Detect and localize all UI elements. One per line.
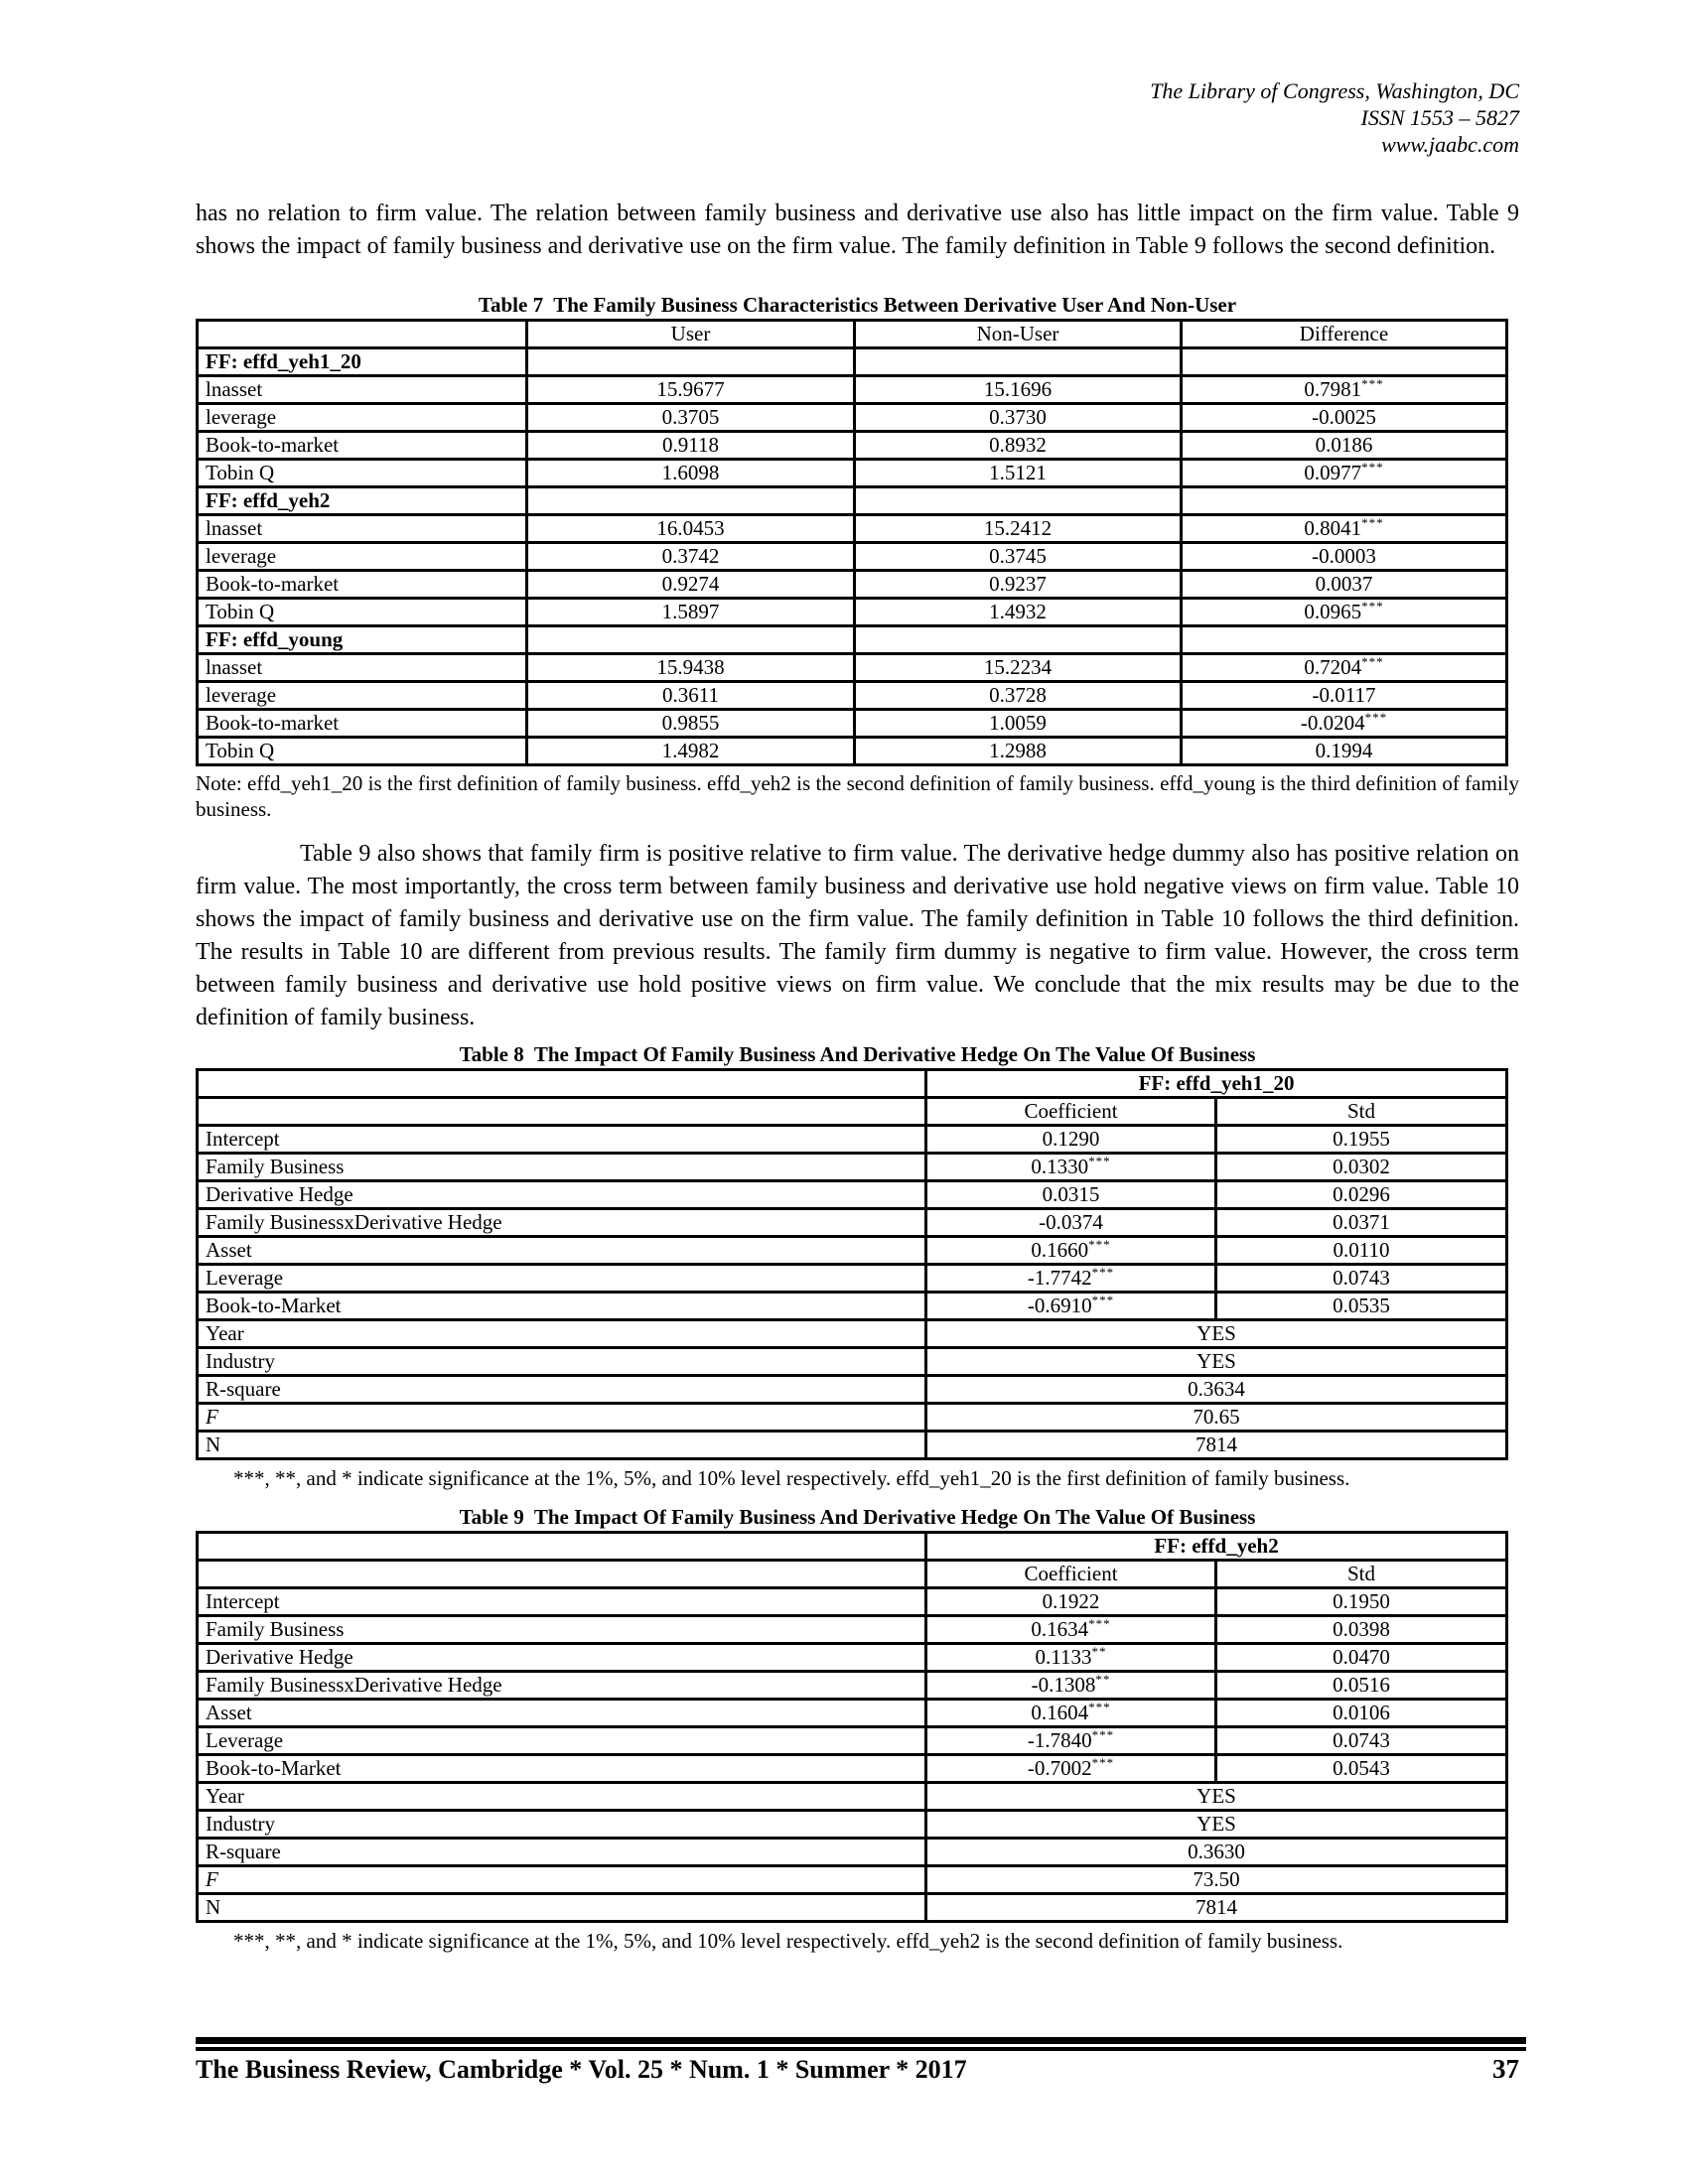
empty-cell: [855, 348, 1182, 376]
span-value: 0.3630: [926, 1839, 1507, 1866]
cell-coefficient: 0.1290: [926, 1126, 1216, 1154]
table9-row: [198, 1755, 1507, 1783]
significance-stars: ***: [1091, 1755, 1115, 1770]
row-label: Asset: [198, 1700, 926, 1727]
row-label: R-square: [198, 1839, 926, 1866]
row-label: Industry: [198, 1811, 926, 1839]
cell-nonuser: 15.2412: [855, 515, 1182, 543]
table7-row: [198, 376, 1507, 404]
header-issn: ISSN 1553 – 5827: [1360, 105, 1519, 130]
cell-nonuser: 0.8932: [855, 432, 1182, 460]
section-label: FF: effd_yeh1_20: [198, 348, 527, 376]
cell-nonuser: 15.2234: [855, 654, 1182, 682]
cell-coefficient: -0.7002***: [926, 1755, 1216, 1783]
cell-difference: -0.0117: [1182, 682, 1507, 710]
column-header-coefficient: Coefficient: [926, 1561, 1216, 1588]
cell-user: 0.9118: [527, 432, 855, 460]
significance-stars: ***: [1088, 1237, 1111, 1252]
cell-std: 0.1955: [1216, 1126, 1507, 1154]
table9-group-header-row: [198, 1533, 1507, 1561]
cell-user: 0.3705: [527, 404, 855, 432]
cell-difference: -0.0204***: [1182, 710, 1507, 738]
cell-coefficient: 0.1660***: [926, 1237, 1216, 1265]
row-label: Intercept: [198, 1126, 926, 1154]
row-label: Book-to-market: [198, 710, 527, 738]
cell-std: 0.0398: [1216, 1616, 1507, 1644]
significance-stars: ***: [1091, 1727, 1115, 1742]
cell-user: 1.6098: [527, 460, 855, 487]
table8-span-row: [198, 1432, 1507, 1459]
table8-span-row: [198, 1404, 1507, 1432]
cell-coefficient: 0.1604***: [926, 1700, 1216, 1727]
paragraph-1: has no relation to firm value. The relation between family business and derivative use also has little impact on the firm value. Table 9 shows the impact of family business and derivative use on the firm value. The family definition in Table 9 follows the second definition.: [196, 201, 1519, 259]
table8-span-row: [198, 1348, 1507, 1376]
cell-coefficient: 0.1133**: [926, 1644, 1216, 1672]
table7-section-header: [198, 348, 1507, 376]
cell-std: 0.1950: [1216, 1588, 1507, 1616]
row-label: Family Business: [198, 1154, 926, 1181]
row-label: Leverage: [198, 1265, 926, 1293]
table8-span-row: [198, 1376, 1507, 1404]
cell-difference: 0.0965***: [1182, 599, 1507, 626]
cell-user: 1.5897: [527, 599, 855, 626]
column-header-difference: Difference: [1182, 321, 1507, 348]
table9-header-row: [198, 1561, 1507, 1588]
significance-stars: ***: [1088, 1616, 1111, 1631]
cell-std: 0.0302: [1216, 1154, 1507, 1181]
table9: [196, 1531, 1508, 1923]
cell-coefficient: 0.1330***: [926, 1154, 1216, 1181]
table7-row: [198, 432, 1507, 460]
corner-cell: [198, 1098, 926, 1126]
cell-difference: 0.0977***: [1182, 460, 1507, 487]
page-number: 37: [1492, 2054, 1519, 2084]
cell-user: 0.3611: [527, 682, 855, 710]
cell-nonuser: 1.4932: [855, 599, 1182, 626]
row-label: Tobin Q: [198, 460, 527, 487]
cell-std: 0.0743: [1216, 1727, 1507, 1755]
significance-stars: ***: [1088, 1700, 1111, 1714]
row-label: Family BusinessxDerivative Hedge: [198, 1209, 926, 1237]
cell-nonuser: 0.3730: [855, 404, 1182, 432]
table7-section-header: [198, 487, 1507, 515]
span-value: 7814: [926, 1894, 1507, 1922]
span-value: YES: [926, 1320, 1507, 1348]
table8-row: [198, 1265, 1507, 1293]
significance-stars: ***: [1361, 654, 1384, 669]
cell-std: 0.0106: [1216, 1700, 1507, 1727]
table7-row: [198, 515, 1507, 543]
table7-row: [198, 543, 1507, 571]
row-label: Family BusinessxDerivative Hedge: [198, 1672, 926, 1700]
cell-difference: 0.0037: [1182, 571, 1507, 599]
table8-row: [198, 1237, 1507, 1265]
footer-double-rule: [196, 2037, 1526, 2051]
row-label: Book-to-market: [198, 432, 527, 460]
row-label: Derivative Hedge: [198, 1181, 926, 1209]
cell-coefficient: 0.0315: [926, 1181, 1216, 1209]
footer-rule-thick: [196, 2037, 1526, 2044]
empty-cell: [527, 487, 855, 515]
cell-coefficient: -0.6910***: [926, 1293, 1216, 1320]
significance-stars: ***: [1361, 460, 1384, 475]
cell-coefficient: 0.1922: [926, 1588, 1216, 1616]
cell-std: 0.0371: [1216, 1209, 1507, 1237]
row-label: leverage: [198, 543, 527, 571]
cell-difference: 0.0186: [1182, 432, 1507, 460]
table8-header-row: [198, 1098, 1507, 1126]
column-header-std: Std: [1216, 1098, 1507, 1126]
row-label: Asset: [198, 1237, 926, 1265]
span-value: 7814: [926, 1432, 1507, 1459]
section-label: FF: effd_young: [198, 626, 527, 654]
row-label: N: [198, 1432, 926, 1459]
cell-coefficient: -1.7840***: [926, 1727, 1216, 1755]
column-header-coefficient: Coefficient: [926, 1098, 1216, 1126]
significance-stars: ***: [1364, 710, 1388, 725]
row-label: Leverage: [198, 1727, 926, 1755]
significance-stars: **: [1095, 1672, 1111, 1687]
span-value: 73.50: [926, 1866, 1507, 1894]
empty-cell: [1182, 487, 1507, 515]
cell-difference: 0.8041***: [1182, 515, 1507, 543]
table9-row: [198, 1672, 1507, 1700]
cell-coefficient: -1.7742***: [926, 1265, 1216, 1293]
significance-stars: ***: [1088, 1154, 1111, 1168]
table7-row: [198, 738, 1507, 765]
empty-cell: [527, 348, 855, 376]
cell-difference: -0.0003: [1182, 543, 1507, 571]
span-value: 0.3634: [926, 1376, 1507, 1404]
corner-cell: [198, 1561, 926, 1588]
cell-coefficient: -0.1308**: [926, 1672, 1216, 1700]
row-label: leverage: [198, 682, 527, 710]
table9-span-row: [198, 1839, 1507, 1866]
row-label: Derivative Hedge: [198, 1644, 926, 1672]
table8-footnote: ***, **, and * indicate significance at the 1%, 5%, and 10% level respectively. effd_yeh1_20 is the first definition of family business.: [233, 1466, 1350, 1490]
table9-row: [198, 1616, 1507, 1644]
cell-nonuser: 0.3745: [855, 543, 1182, 571]
table9-span-row: [198, 1894, 1507, 1922]
table9-title: Table 9 The Impact Of Family Business And Derivative Hedge On The Value Of Business: [459, 1505, 1256, 1529]
column-header-user: User: [527, 321, 855, 348]
group-header: FF: effd_yeh1_20: [926, 1070, 1507, 1098]
cell-difference: -0.0025: [1182, 404, 1507, 432]
row-label: lnasset: [198, 376, 527, 404]
row-label: R-square: [198, 1376, 926, 1404]
cell-user: 1.4982: [527, 738, 855, 765]
cell-user: 16.0453: [527, 515, 855, 543]
span-value: YES: [926, 1783, 1507, 1811]
row-label: leverage: [198, 404, 527, 432]
empty-cell: [855, 487, 1182, 515]
journal-header: [196, 77, 1519, 158]
table7-header-row: [198, 321, 1507, 348]
cell-nonuser: 1.0059: [855, 710, 1182, 738]
cell-coefficient: 0.1634***: [926, 1616, 1216, 1644]
significance-stars: ***: [1361, 515, 1384, 530]
cell-user: 15.9438: [527, 654, 855, 682]
significance-stars: ***: [1091, 1293, 1115, 1307]
table9-row: [198, 1644, 1507, 1672]
cell-std: 0.0543: [1216, 1755, 1507, 1783]
significance-stars: **: [1091, 1644, 1107, 1659]
table7: [196, 319, 1508, 766]
cell-std: 0.0296: [1216, 1181, 1507, 1209]
cell-std: 0.0743: [1216, 1265, 1507, 1293]
row-label: Family Business: [198, 1616, 926, 1644]
table8-row: [198, 1293, 1507, 1320]
table7-row: [198, 682, 1507, 710]
row-label: F: [198, 1404, 926, 1432]
row-label: Book-to-Market: [198, 1755, 926, 1783]
table8-span-row: [198, 1320, 1507, 1348]
corner-cell: [198, 1070, 926, 1098]
table7-row: [198, 599, 1507, 626]
row-label: Intercept: [198, 1588, 926, 1616]
table7-section-header: [198, 626, 1507, 654]
table9-row: [198, 1588, 1507, 1616]
table8-title: Table 8 The Impact Of Family Business And Derivative Hedge On The Value Of Business: [459, 1042, 1256, 1066]
corner-cell: [198, 1533, 926, 1561]
cell-coefficient: -0.0374: [926, 1209, 1216, 1237]
table7-row: [198, 460, 1507, 487]
span-value: 70.65: [926, 1404, 1507, 1432]
table7-row: [198, 654, 1507, 682]
table9-footnote: ***, **, and * indicate significance at the 1%, 5%, and 10% level respectively. effd_yeh2 is the second definition of family business.: [233, 1929, 1343, 1953]
table8-row: [198, 1126, 1507, 1154]
cell-difference: 0.1994: [1182, 738, 1507, 765]
cell-user: 0.3742: [527, 543, 855, 571]
significance-stars: ***: [1361, 376, 1384, 391]
page-content: [196, 0, 1519, 1954]
table9-row: [198, 1727, 1507, 1755]
row-label: Tobin Q: [198, 599, 527, 626]
span-value: YES: [926, 1811, 1507, 1839]
row-label: Year: [198, 1320, 926, 1348]
page-footer: [196, 2054, 1519, 2085]
row-label: N: [198, 1894, 926, 1922]
cell-std: 0.0470: [1216, 1644, 1507, 1672]
table7-row: [198, 404, 1507, 432]
header-org: The Library of Congress, Washington, DC: [1150, 78, 1519, 103]
row-label: Book-to-market: [198, 571, 527, 599]
table8-group-header-row: [198, 1070, 1507, 1098]
row-label: Book-to-Market: [198, 1293, 926, 1320]
significance-stars: ***: [1361, 599, 1384, 614]
table9-row: [198, 1700, 1507, 1727]
row-label: Industry: [198, 1348, 926, 1376]
footer-rule-thin: [196, 2047, 1526, 2051]
cell-user: 0.9274: [527, 571, 855, 599]
column-header-nonuser: Non-User: [855, 321, 1182, 348]
table8-row: [198, 1209, 1507, 1237]
empty-cell: [1182, 348, 1507, 376]
table8-row: [198, 1154, 1507, 1181]
paragraph-2: Table 9 also shows that family firm is positive relative to firm value. The derivative hedge dummy also has positive relation on firm value. The most importantly, the cross term between family business and derivative use hold negative views on firm value. Table 10 shows the impact of family business and derivative use on the firm value. The family definition in Table 10 follows the third definition. The results in Table 10 are different from previous results. The family firm dummy is negative to firm value. However, the cross term between family business and derivative use hold positive views on firm value. We conclude that the mix results may be due to the definition of family business.: [196, 841, 1519, 1030]
table8-row: [198, 1181, 1507, 1209]
table9-span-row: [198, 1811, 1507, 1839]
group-header: FF: effd_yeh2: [926, 1533, 1507, 1561]
cell-nonuser: 15.1696: [855, 376, 1182, 404]
cell-std: 0.0516: [1216, 1672, 1507, 1700]
empty-cell: [855, 626, 1182, 654]
cell-std: 0.0535: [1216, 1293, 1507, 1320]
cell-nonuser: 0.3728: [855, 682, 1182, 710]
significance-stars: ***: [1091, 1265, 1115, 1280]
section-label: FF: effd_yeh2: [198, 487, 527, 515]
cell-user: 0.9855: [527, 710, 855, 738]
table7-row: [198, 710, 1507, 738]
cell-std: 0.0110: [1216, 1237, 1507, 1265]
span-value: YES: [926, 1348, 1507, 1376]
cell-difference: 0.7981***: [1182, 376, 1507, 404]
table8: [196, 1068, 1508, 1460]
table7-row: [198, 571, 1507, 599]
table7-note: Note: effd_yeh1_20 is the first definition of family business. effd_yeh2 is the second definition of family business. effd_young is the third definition of family business.: [196, 771, 1519, 821]
row-label: lnasset: [198, 515, 527, 543]
empty-cell: [1182, 626, 1507, 654]
table9-span-row: [198, 1783, 1507, 1811]
cell-nonuser: 0.9237: [855, 571, 1182, 599]
row-label: Year: [198, 1783, 926, 1811]
column-header-std: Std: [1216, 1561, 1507, 1588]
empty-cell: [527, 626, 855, 654]
table7-title: Table 7 The Family Business Characteristics Between Derivative User And Non-User: [478, 293, 1237, 317]
header-website: www.jaabc.com: [1381, 132, 1519, 157]
cell-difference: 0.7204***: [1182, 654, 1507, 682]
cell-nonuser: 1.5121: [855, 460, 1182, 487]
cell-user: 15.9677: [527, 376, 855, 404]
row-label: F: [198, 1866, 926, 1894]
row-label: Tobin Q: [198, 738, 527, 765]
row-label: lnasset: [198, 654, 527, 682]
corner-cell: [198, 321, 527, 348]
cell-nonuser: 1.2988: [855, 738, 1182, 765]
footer-journal-line: The Business Review, Cambridge * Vol. 25 * Num. 1 * Summer * 2017: [196, 2055, 967, 2084]
table9-span-row: [198, 1866, 1507, 1894]
